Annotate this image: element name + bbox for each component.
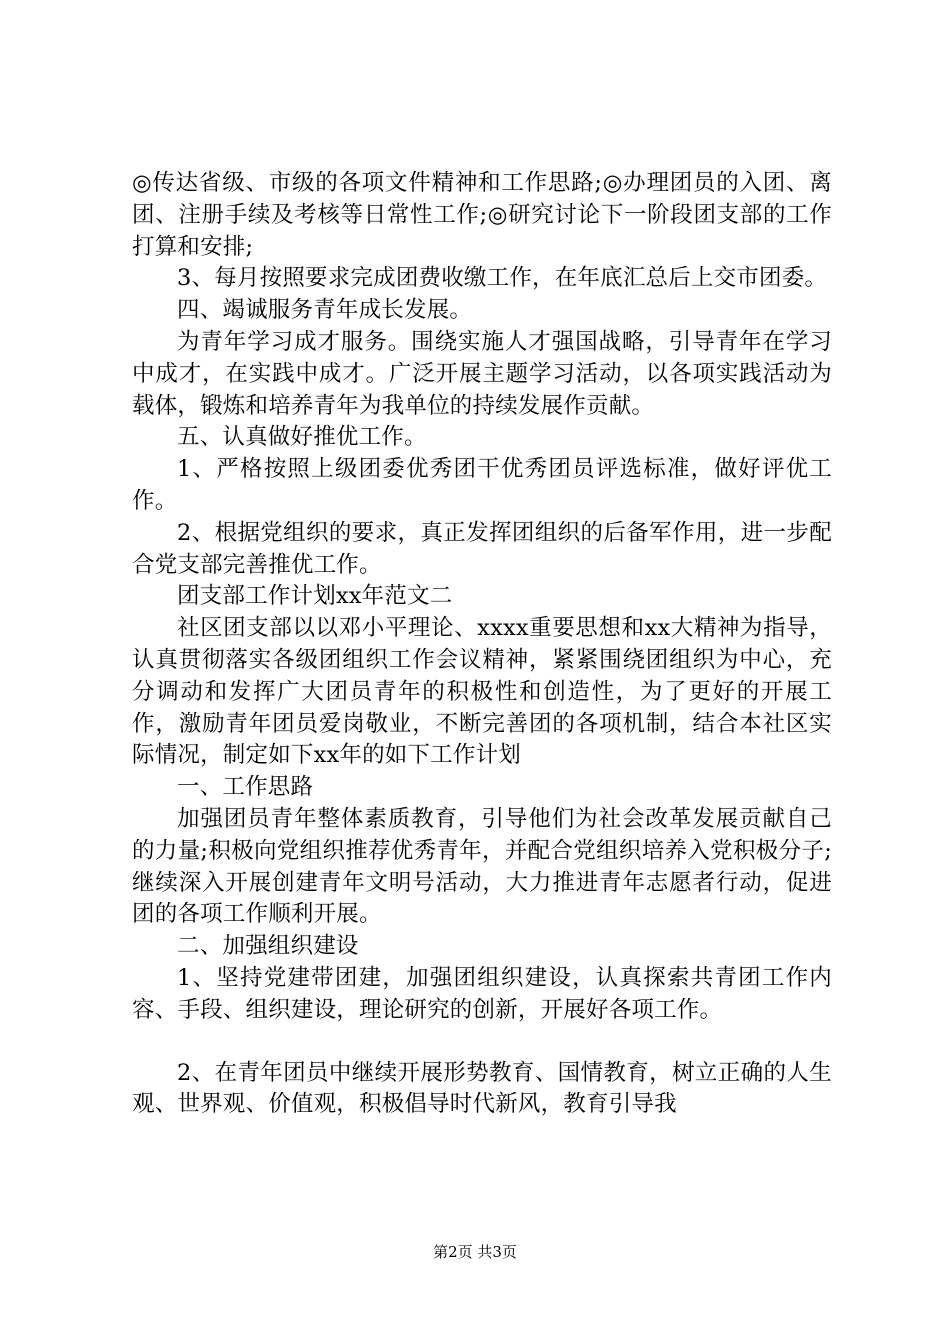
page-number-footer: 第2页 共3页: [433, 1243, 517, 1261]
paragraph-recommend-1: 1、严格按照上级团委优秀团干优秀团员评选标准，做好评优工作。: [132, 456, 832, 514]
paragraph-serve-youth: 为青年学习成才服务。围绕实施人才强国战略，引导青年在学习中成才，在实践中成才。广泛开展主题学习活动，以各项实践活动为载体，锻炼和培养青年为我单位的持续发展作贡献。: [132, 328, 832, 419]
document-body: [132, 168, 832, 1121]
paragraph-organization-2: 2、在青年团员中继续开展形势教育、国情教育，树立正确的人生观、世界观、价值观，积极倡导时代新风，教育引导我: [132, 1059, 832, 1118]
paragraph-work-ideas: 加强团员青年整体素质教育，引导他们为社会改革发展贡献自己的力量;积极向党组织推荐优秀青年，并配合党组织培养入党积极分子;继续深入开展创建青年文明号活动，大力推进青年志愿者行动，促进团的各项工作顺利开展。: [132, 805, 832, 928]
section-heading-recommend: 五、认真做好推优工作。: [177, 424, 427, 451]
paragraph-recommend-2: 2、根据党组织的要求，真正发挥团组织的后备军作用，进一步配合党支部完善推优工作。: [132, 519, 832, 578]
paragraph-checklist: ◎传达省级、市级的各项文件精神和工作思路;◎办理团员的入团、离团、注册手续及考核等日常性工作;◎研究讨论下一阶段团支部的工作打算和安排;: [132, 170, 832, 260]
section-heading-organization: 二、加强组织建设: [177, 933, 359, 960]
paragraph-intro: 社区团支部以以邓小平理论、xxxx重要思想和xx大精神为指导，认真贯彻落实各级团组织工作会议精神，紧紧围绕团组织为中心，充分调动和发挥广大团员青年的积极性和创造性，为了更好的开展工作，激励青年团员爱岗敬业，不断完善团的各项机制，结合本社区实际情况，制定如下xx年的如下工作计划: [132, 615, 832, 769]
section-heading-work-ideas: 一、工作思路: [177, 774, 314, 801]
paragraph-organization-1: 1、坚持党建带团建，加强团组织建设，认真探索共青团工作内容、手段、组织建设，理论研究的创新，开展好各项工作。: [132, 964, 832, 1023]
paragraph-fee-collection: 3、每月按照要求完成团费收缴工作，在年底汇总后上交市团委。: [177, 265, 828, 292]
section-heading-serve-youth: 四、竭诚服务青年成长发展。: [177, 297, 473, 324]
document-subtitle: 团支部工作计划xx年范文二: [177, 583, 453, 610]
